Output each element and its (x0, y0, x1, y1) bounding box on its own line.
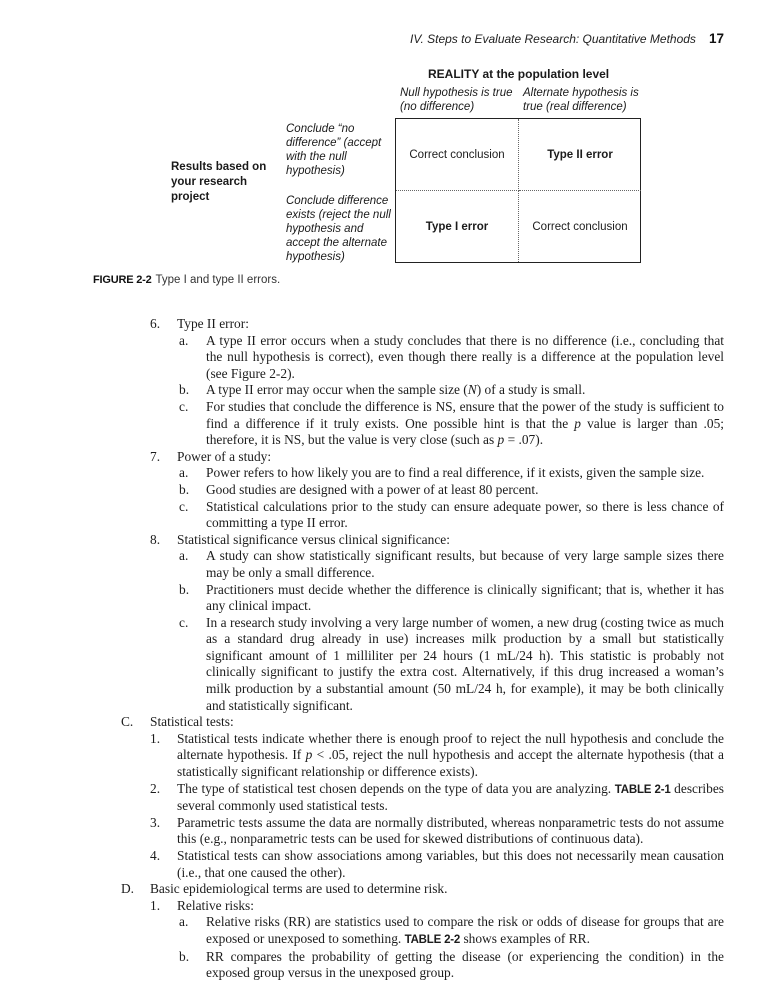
matrix-cell-correct-conclusion-2: Correct conclusion (532, 220, 628, 233)
list-marker: c. (179, 398, 189, 414)
matrix-cell-correct-conclusion-1: Correct conclusion (396, 119, 519, 191)
list-item-6c (0, 399, 781, 449)
text-run: A type II error may occur when the sample size ( (206, 382, 468, 398)
variable-p: p (497, 432, 505, 448)
figure-caption (93, 274, 280, 286)
variable-n: N (467, 382, 477, 398)
list-marker: a. (179, 914, 189, 930)
list-item-d1 (0, 898, 781, 915)
text-run: ) of a study is small. (476, 382, 586, 398)
variable-p: p (305, 747, 313, 763)
list-item-text: RR compares the probability of getting the disease (or experiencing the condition) in the exposed group versus in the unexposed group. (206, 948, 724, 981)
text-run: shows examples of RR. (460, 930, 590, 946)
list-item-6b (0, 382, 781, 399)
figure-column-group-title: REALITY at the population level (428, 67, 610, 81)
list-item-8 (0, 532, 781, 549)
list-item-text: A type II error occurs when a study concludes that there is no difference (i.e., concluding that the null hypothesis is correct), even though there really is a difference at the population level (see Figure 2-2). (206, 332, 724, 381)
list-marker: b. (179, 581, 190, 597)
running-header-title: IV. Steps to Evaluate Research: Quantitative Methods (410, 32, 696, 46)
list-marker: 1. (150, 897, 161, 913)
text-run: Statistical tests indicate whether there is enough proof to reject the null hypothesis and conclude the alternate hypothesis. If (177, 730, 724, 763)
section-c (0, 714, 781, 731)
list-item-text (177, 781, 724, 815)
list-marker: 7. (150, 448, 161, 464)
figure-column-header-null: Null hypothesis is true (no difference) (400, 87, 513, 113)
list-item-title: Statistical significance versus clinical significance: (177, 531, 450, 547)
figure-row-header-no-difference: Conclude “no difference” (accept with the null hypothesis) (286, 123, 382, 177)
text-run: For studies that conclude the difference is NS, ensure that the power of the study is sufficient to find a difference if it truly exists. One possible hint is that the (206, 398, 724, 431)
text-run: = .07). (504, 432, 544, 448)
text-run: describes several commonly used statistical tests. (177, 780, 724, 814)
list-marker: 6. (150, 316, 161, 331)
list-item-text: Good studies are designed with a power of at least 80 percent. (206, 481, 539, 497)
list-item-c4 (0, 848, 781, 881)
list-item-c2 (0, 781, 781, 815)
list-item-text: A study can show statistically significant results, but because of very large sample sizes there may be only a small difference. (206, 548, 724, 580)
list-item-8b (0, 582, 781, 615)
list-item-title: Type II error: (177, 316, 249, 331)
figure-caption-text: Type I and type II errors. (155, 274, 281, 286)
list-marker: 4. (150, 848, 161, 863)
list-item-7b (0, 482, 781, 499)
list-item-7 (0, 449, 781, 466)
list-marker: 8. (150, 531, 161, 547)
figure-column-header-alternate: Alternate hypothesis is true (real difference) (523, 87, 639, 113)
figure-row-group-title: Results based on your research project (171, 161, 267, 203)
list-marker: 2. (150, 780, 161, 796)
list-marker: b. (179, 481, 190, 497)
list-item-title: Relative risks: (177, 897, 254, 913)
page-number: 17 (709, 31, 725, 46)
list-item-text (206, 382, 724, 399)
list-item-text: In a research study involving a very large number of women, a new drug (costing twice as much as a standard drug already in use) increases milk production by a small but statistically significant amount of 1 milliliter per 24 hours (1 mL/24 h). This statistic is probably not clinically significant to justify the extra cost. Alternatively, if this drug increased a woman’s milk production by a substantial amount (50 mL/24 h, for example), it may be both clinically and statistically significant. (206, 614, 724, 713)
table-reference: TABLE 2-2 (404, 933, 461, 946)
list-marker: 1. (150, 730, 161, 746)
list-item-text: Power refers to how likely you are to find a real difference, if it exists, given the sample size. (206, 465, 705, 481)
list-item-8a (0, 548, 781, 581)
error-matrix (395, 118, 641, 263)
figure-row-header-difference: Conclude difference exists (reject the null hypothesis and accept the alternate hypothesis) (286, 195, 391, 263)
list-item-text: Statistical tests can show associations among variables, but this does not necessarily mean causation (i.e., that one caused the other). (177, 848, 724, 880)
list-marker: c. (179, 614, 189, 630)
text-run: < .05, reject the null hypothesis and accept the alternate hypothesis (that a statistically significant relationship or difference exists). (177, 747, 724, 780)
figure-caption-label: FIGURE 2-2 (93, 274, 152, 286)
list-item-7a (0, 465, 781, 482)
text-run: The type of statistical test chosen depends on the type of data you are analyzing. (177, 780, 615, 796)
list-item-c1 (0, 731, 781, 781)
text-run: Relative risks (RR) are statistics used to compare the risk or odds of disease for groups that are exposed or unexposed to something. (206, 914, 724, 946)
list-item-text (206, 914, 724, 948)
list-marker: b. (179, 948, 190, 964)
section-title: Statistical tests: (150, 714, 234, 730)
section-title: Basic epidemiological terms are used to determine risk. (150, 881, 448, 897)
section-marker: C. (121, 714, 134, 730)
list-item-title: Power of a study: (177, 448, 272, 464)
list-item-6 (0, 316, 781, 333)
text-run: value is larger than .05; therefore, it is NS, but the value is very close (such as (206, 415, 724, 448)
section-marker: D. (121, 881, 135, 897)
list-item-8c (0, 615, 781, 715)
matrix-cell-type-ii-error: Type II error (519, 119, 641, 191)
list-item-c3 (0, 815, 781, 848)
list-item-7c (0, 499, 781, 532)
list-item-text: Practitioners must decide whether the difference is clinically significant; that is, whether it has any clinical impact. (206, 581, 724, 614)
variable-p: p (574, 415, 581, 431)
table-reference: TABLE 2-1 (614, 783, 671, 796)
list-item-6a (0, 333, 781, 383)
list-item-text (177, 731, 724, 781)
list-marker: a. (179, 332, 189, 348)
body-text (0, 316, 781, 982)
list-item-text (206, 399, 724, 449)
list-marker: c. (179, 498, 189, 514)
list-marker: a. (179, 465, 189, 481)
list-item-d1b (0, 949, 781, 982)
list-marker: a. (179, 548, 189, 564)
list-marker: b. (179, 382, 190, 398)
list-item-text: Parametric tests assume the data are normally distributed, whereas nonparametric tests do not assume this (e.g., nonparametric tests can be used for skewed distributions of continuous data). (177, 814, 724, 847)
list-item-d1a (0, 914, 781, 948)
section-d (0, 881, 781, 898)
list-item-text: Statistical calculations prior to the study can ensure adequate power, so there is less chance of committing a type II error. (206, 498, 724, 531)
matrix-cell-type-i-error: Type I error (396, 191, 519, 262)
list-marker: 3. (150, 814, 161, 830)
